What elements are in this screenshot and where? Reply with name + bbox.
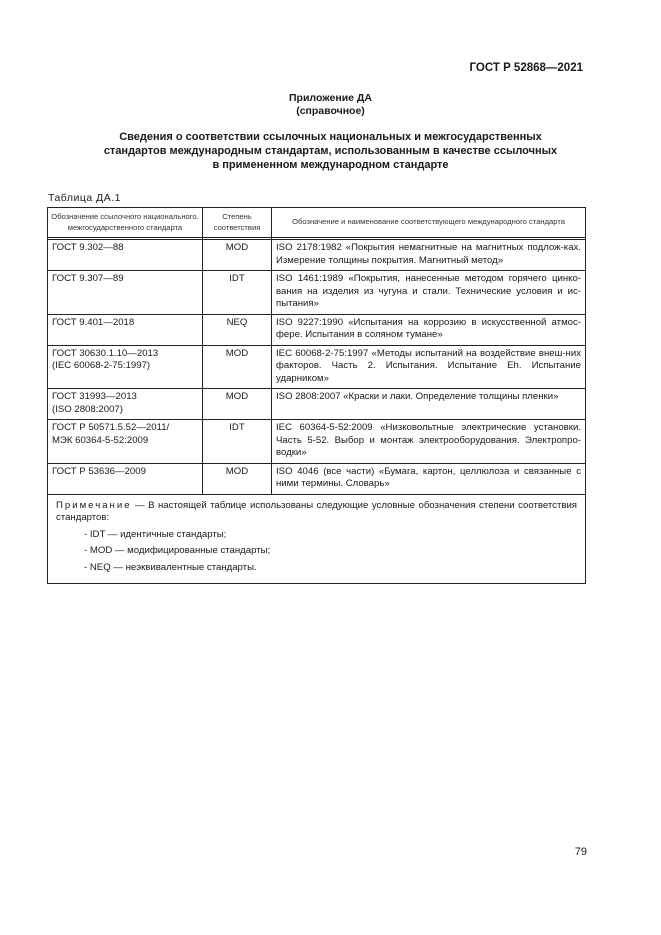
standard-line: ГОСТ 30630.1.10—2013: [52, 347, 159, 359]
page-number: 79: [574, 846, 587, 858]
cell-description: ISO 1461:1989 «Покрытия, нанесенные методом горячего цинко-вания на изделия из чугуна и стали. Технические условия и ис-пытания»: [272, 271, 586, 315]
document-title-line: в примененном международном стандарте: [212, 159, 449, 171]
appendix-heading: [0, 92, 661, 118]
cell-degree: MOD: [203, 345, 272, 389]
standard-line: (ISO 2808:2007): [52, 403, 123, 415]
appendix-title: Приложение ДА: [289, 92, 372, 104]
standard-line: ГОСТ Р 50571.5.52—2011/: [52, 422, 170, 433]
cell-description: IEC 60364-5-52:2009 «Низковольтные электрические установки. Часть 5-52. Выбор и монтаж электрооборудования. Электропро-водки»: [272, 420, 586, 464]
standard-line: ГОСТ 9.401—2018: [52, 316, 135, 328]
standard-line: ГОСТ Р 53636—2009: [52, 465, 146, 477]
document-title: [60, 130, 601, 172]
note-body: — В настоящей таблице использованы следующие условные обозначения степени соответствия стандартов:: [56, 499, 577, 523]
cell-degree: MOD: [203, 389, 272, 420]
cell-degree: IDT: [203, 420, 272, 464]
cell-degree: IDT: [203, 271, 272, 315]
table-row: [48, 420, 586, 464]
note-label: Примечание: [56, 499, 132, 511]
cell-standard: [48, 420, 203, 464]
cell-description: ISO 4046 (все части) «Бумага, картон, целлюлоза и связанные с ними термины. Словарь»: [272, 463, 586, 494]
cell-description: ISO 9227:1990 «Испытания на коррозию в искусственной атмос-фере. Испытания в соляном тумане»: [272, 314, 586, 345]
note-text: [56, 500, 577, 525]
cell-degree: NEQ: [203, 314, 272, 345]
header-national-standard: Обозначение ссылочного национального. межгосударственного стандарта: [48, 208, 203, 238]
cell-standard: [48, 345, 203, 389]
document-title-line: Сведения о соответствии ссылочных национальных и межгосударственных: [119, 131, 542, 143]
table-row: [48, 463, 586, 494]
standard-line: ГОСТ 9.302—88: [52, 242, 124, 253]
document-title-line: стандартов международным стандартам, использованным в качестве ссылочных: [103, 145, 558, 157]
table-row: [48, 389, 586, 420]
standard-line: (IEC 60068-2-75:1997): [52, 360, 151, 371]
note-item: - MOD — модифицированные стандарты;: [84, 545, 271, 556]
header-degree: Степень соответствия: [203, 208, 272, 238]
cell-description: ISO 2178:1982 «Покрытия немагнитные на магнитных подлож-ках. Измерение толщины покрытия. Магнитный метод»: [272, 240, 586, 271]
standard-line: ГОСТ 9.307—89: [52, 273, 124, 284]
cell-standard: [48, 240, 203, 271]
table-row: [48, 271, 586, 315]
cell-description: ISO 2808:2007 «Краски и лаки. Определение толщины пленки»: [272, 389, 586, 420]
standard-line: МЭК 60364-5-52:2009: [52, 434, 149, 446]
table-caption: Таблица ДА.1: [48, 192, 121, 204]
cell-standard: [48, 389, 203, 420]
table-row: [48, 240, 586, 271]
standard-line: ГОСТ 31993—2013: [52, 391, 137, 402]
cell-degree: MOD: [203, 463, 272, 494]
table-header-row: [48, 208, 586, 238]
cell-standard: [48, 271, 203, 315]
appendix-subtitle: (справочное): [296, 105, 365, 117]
table-row: [48, 314, 586, 345]
table-row: [48, 345, 586, 389]
cell-degree: MOD: [203, 240, 272, 271]
header-international-standard: Обозначение и наименование соответствующего международного стандарта: [272, 208, 586, 238]
note-item: - NEQ — неэквивалентные стандарты.: [84, 561, 257, 573]
correspondence-table: [47, 207, 586, 584]
table-note-row: [48, 494, 586, 584]
cell-standard: [48, 314, 203, 345]
cell-standard: [48, 463, 203, 494]
cell-description: IEC 60068-2-75:1997 «Методы испытаний на воздействие внеш-них факторов. Часть 2. Испытания. Испытание Eh. Испытание ударником»: [272, 345, 586, 389]
table-note: [48, 494, 586, 584]
note-item: - IDT — идентичные стандарты;: [84, 528, 227, 540]
standard-code: ГОСТ Р 52868—2021: [469, 62, 583, 74]
